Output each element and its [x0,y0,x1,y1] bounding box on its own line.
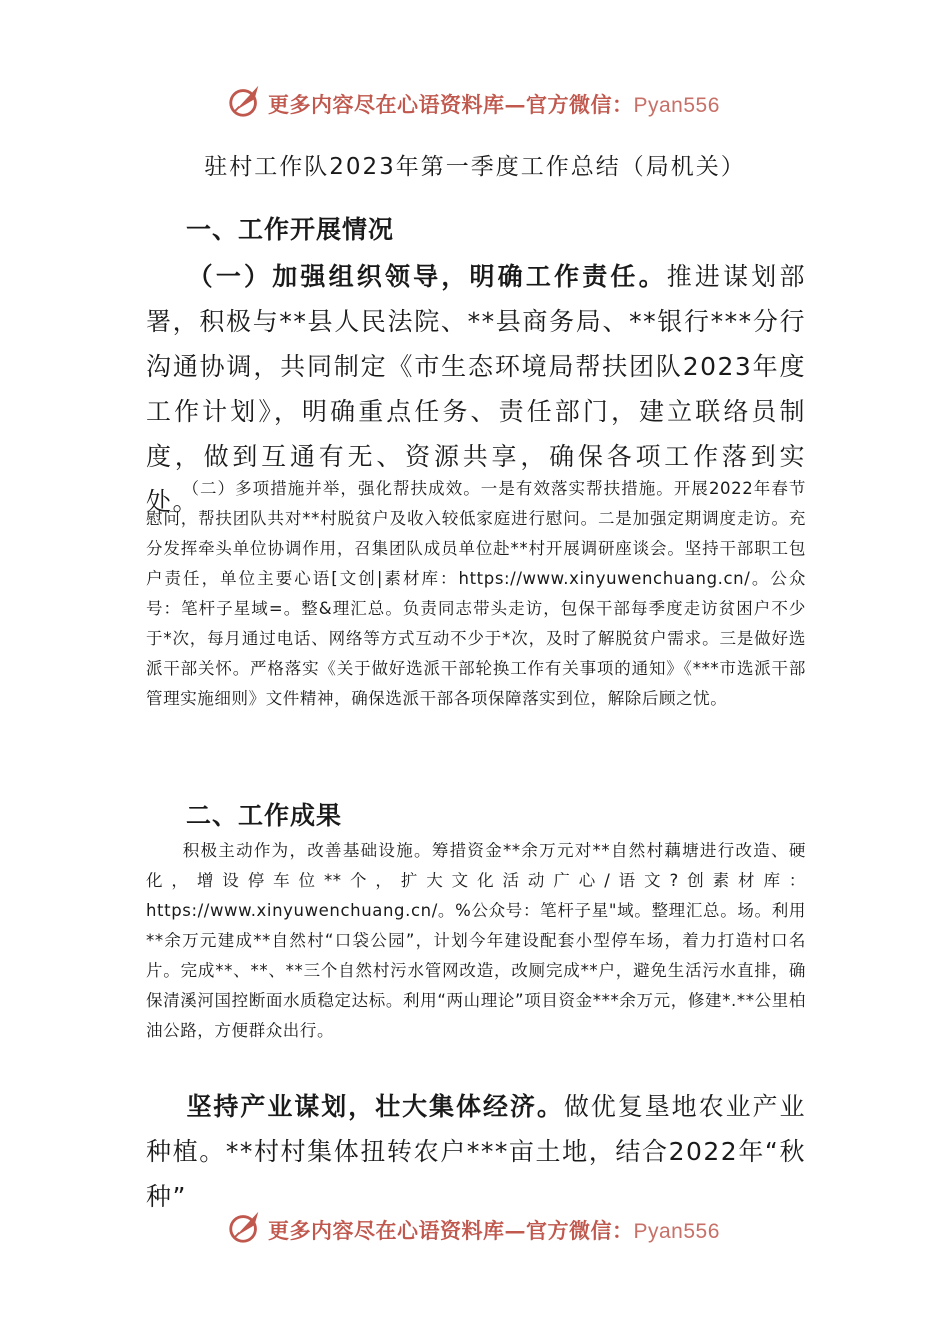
document-title: 驻村工作队2023年第一季度工作总结（局机关） [204,154,746,180]
section2-heading: 二、工作成果 [186,801,343,830]
quill-logo-icon [226,1208,264,1246]
wechat-id: Pyan556 [633,94,720,117]
watermark-banner-bottom [0,1206,950,1250]
section1-paragraph2: （二）多项措施并举，强化帮扶成效。一是有效落实帮扶措施。开展2022年春节慰问，帮扶团队共对**村脱贫户及收入较低家庭进行慰问。二是加强定期调度走访。充分发挥牵头单位协调作用，召集团队成员单位赴**村开展调研座谈会。坚持干部职工包户责任，单位主要心语[文创|素材库：https://www.xinyuwenchuang.cn/。公众号：笔杆子星域=。整&理汇总。负责同志带头走访，包保干部每季度走访贫困户不少于*次，每月通过电话、网络等方式互动不少于*次，及时了解脱贫户需求。三是做好选派干部关怀。严格落实《关于做好选派干部轮换工作有关事项的通知》《***市选派干部管理实施细则》文件精神，确保选派干部各项保障落实到位，解除后顾之忧。 [146,479,806,708]
section2-para2-body: 做优复垦地农业产业种植。**村村集体扭转农户***亩土地，结合2022年“秋种” [146,1092,806,1211]
section2-paragraph1: 积极主动作为，改善基础设施。筹措资金**余万元对**自然村藕塘进行改造、硬化，增设停车位**个，扩大文化活动广心/语文?创素材库：https://www.xinyuwenchuang.cn/。%公众号：笔杆子星"域。整理汇总。场。利用**余万元建成**自然村“口袋公园”，计划今年建设配套小型停车场，着力打造村口名片。完成**、**、**三个自然村污水管网改造，改厕完成**户，避免生活污水直排，确保清溪河国控断面水质稳定达标。利用“两山理论”项目资金***余万元，修建*.**公里柏油公路，方便群众出行。 [146,841,807,1040]
section1-para1-lead: （一）加强组织领导，明确工作责任。 [186,262,667,291]
wechat-id: Pyan556 [633,1220,720,1243]
quill-logo-icon [226,82,264,120]
section1-heading: 一、工作开展情况 [186,215,395,244]
section2-para2-lead: 坚持产业谋划，壮大集体经济。 [186,1092,564,1121]
section1-para1-body: 推进谋划部署，积极与**县人民法院、**县商务局、**银行***分行沟通协调，共同制定《市生态环境局帮扶团队2023年度工作计划》，明确重点任务、责任部门，建立联络员制度，做到互通有无、资源共享，确保各项工作落到实处。 [146,262,806,516]
banner-text: 更多内容尽在心语资料库—官方微信：Pyan556 [268,92,720,117]
section2-paragraph2 [146,1084,806,1219]
banner-text: 更多内容尽在心语资料库—官方微信：Pyan556 [268,1218,720,1243]
watermark-banner-top [0,80,950,124]
